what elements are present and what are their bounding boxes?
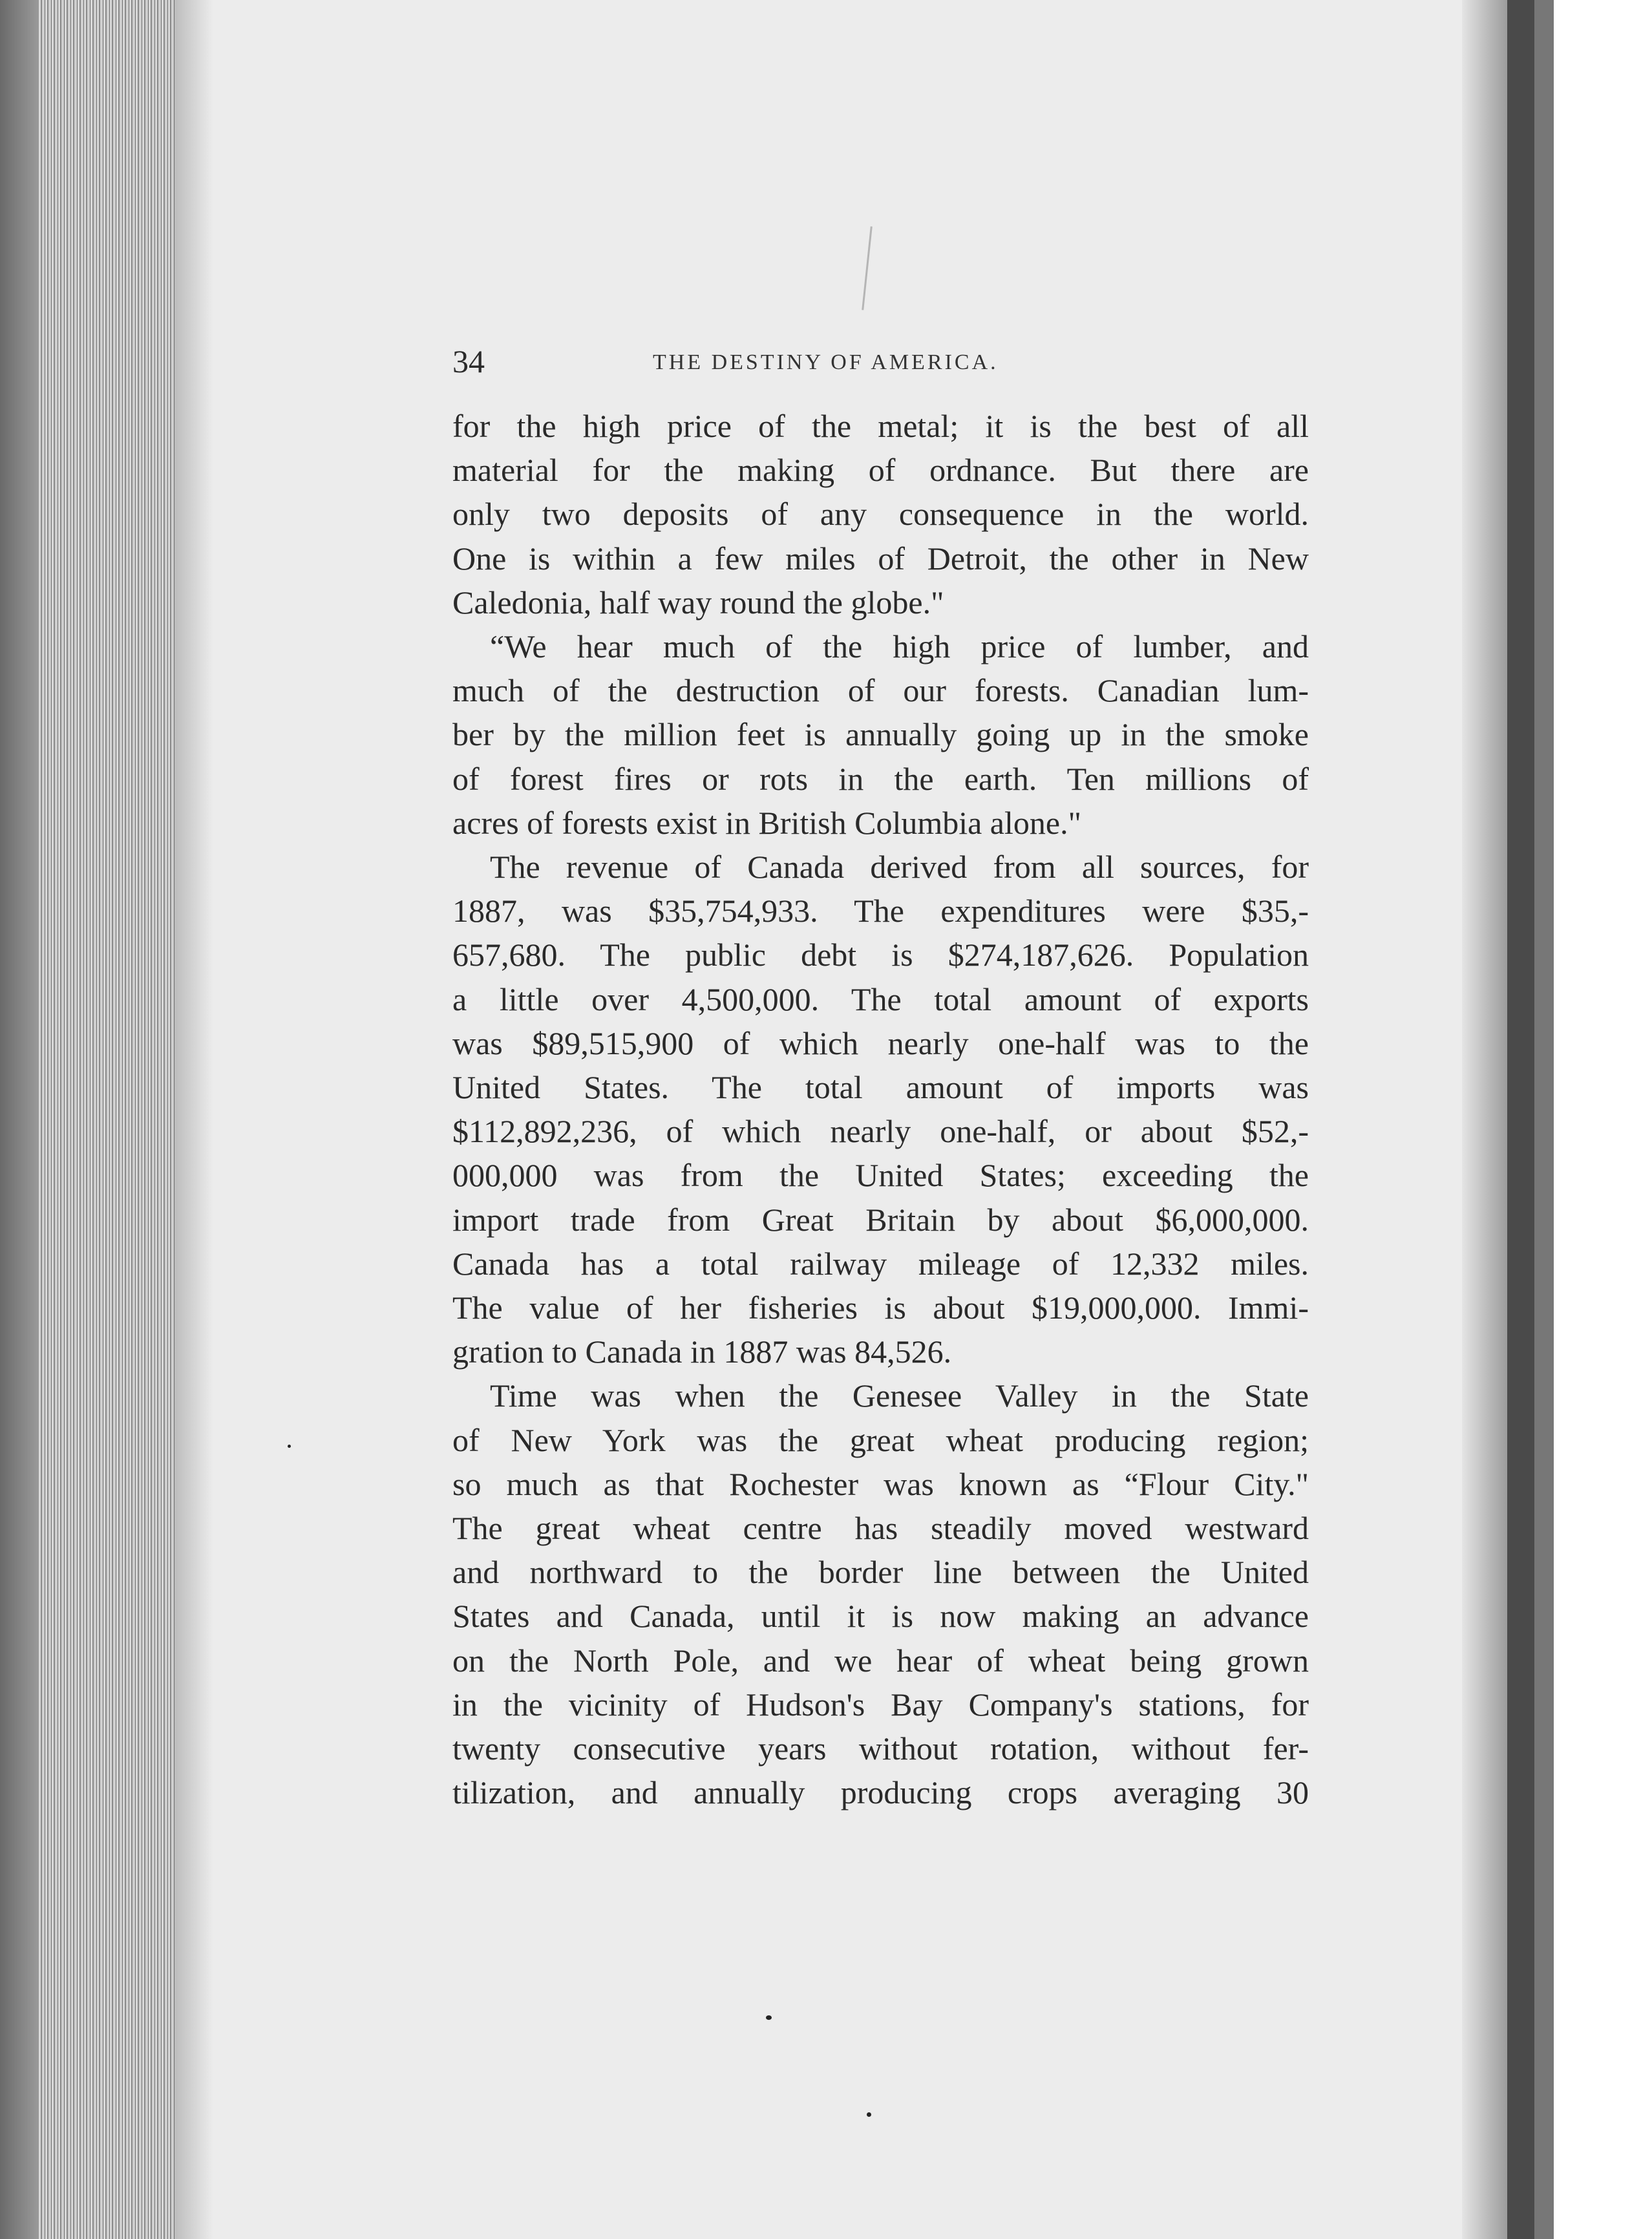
text-line: ber by the million feet is annually going up in the smoke (452, 716, 1309, 753)
text-line: The great wheat centre has steadily moved westward (452, 1510, 1309, 1547)
text-line: Caledonia, half way round the globe." (452, 584, 944, 621)
dust-speck (288, 1445, 291, 1448)
running-title: THE DESTINY OF AMERICA. (653, 350, 999, 374)
text-line: in the vicinity of Hudson's Bay Company's stations, for (452, 1686, 1309, 1723)
text-line: The revenue of Canada derived from all sources, for (490, 849, 1309, 886)
text-line: Time was when the Genesee Valley in the State (490, 1377, 1309, 1414)
text-line: twenty consecutive years without rotation, without fer- (452, 1730, 1309, 1767)
text-line: material for the making of ordnance. But there are (452, 452, 1309, 489)
text-line: Canada has a total railway mileage of 12,332 miles. (452, 1245, 1309, 1282)
text-line: tilization, and annually producing crops averaging 30 (452, 1774, 1309, 1811)
text-line: gration to Canada in 1887 was 84,526. (452, 1333, 952, 1370)
page-right-shadow (1462, 0, 1507, 2239)
text-line: United States. The total amount of imports was (452, 1069, 1309, 1106)
text-line: 1887, was $35,754,933. The expenditures were $35,- (452, 893, 1309, 929)
text-line: so much as that Rochester was known as “Flour City." (452, 1465, 1309, 1502)
text-line: The value of her fisheries is about $19,000,000. Immi- (452, 1289, 1309, 1326)
text-line: 657,680. The public debt is $274,187,626. Population (452, 937, 1309, 973)
text-line: a little over 4,500,000. The total amount of exports (452, 981, 1309, 1017)
text-line: States and Canada, until it is now making an advance (452, 1598, 1309, 1635)
page-header (452, 343, 1306, 394)
book-cover-edge (0, 0, 39, 2239)
text-line: One is within a few miles of Detroit, the other in New (452, 540, 1309, 577)
book-binding-edge-outer (1534, 0, 1554, 2239)
text-line: of forest fires or rots in the earth. Ten millions of (452, 760, 1309, 797)
dust-speck (766, 2015, 772, 2020)
text-line: $112,892,236, of which nearly one-half, or about $52,- (452, 1113, 1309, 1150)
text-line: “We hear much of the high price of lumber, and (490, 628, 1309, 665)
text-line: only two deposits of any consequence in the world. (452, 496, 1309, 533)
page-number: 34 (452, 343, 485, 379)
text-line: much of the destruction of our forests. Canadian lum- (452, 672, 1309, 709)
text-line: on the North Pole, and we hear of wheat being grown (452, 1642, 1309, 1679)
page-shadow (175, 0, 213, 2239)
text-line: for the high price of the metal; it is the best of all (452, 408, 1309, 444)
scan-background (1554, 0, 1652, 2239)
text-line: and northward to the border line between the United (452, 1554, 1309, 1591)
page-mark (862, 226, 873, 310)
text-line: import trade from Great Britain by about $6,000,000. (452, 1201, 1309, 1238)
book-binding-edge (1507, 0, 1534, 2239)
text-line: of New York was the great wheat producing region; (452, 1421, 1309, 1458)
text-line: 000,000 was from the United States; exceeding the (452, 1157, 1309, 1194)
dust-speck (867, 2112, 871, 2117)
text-line: was $89,515,900 of which nearly one-half was to the (452, 1024, 1309, 1061)
text-line: acres of forests exist in British Columbia alone." (452, 804, 1081, 841)
body-text (452, 404, 1309, 1815)
